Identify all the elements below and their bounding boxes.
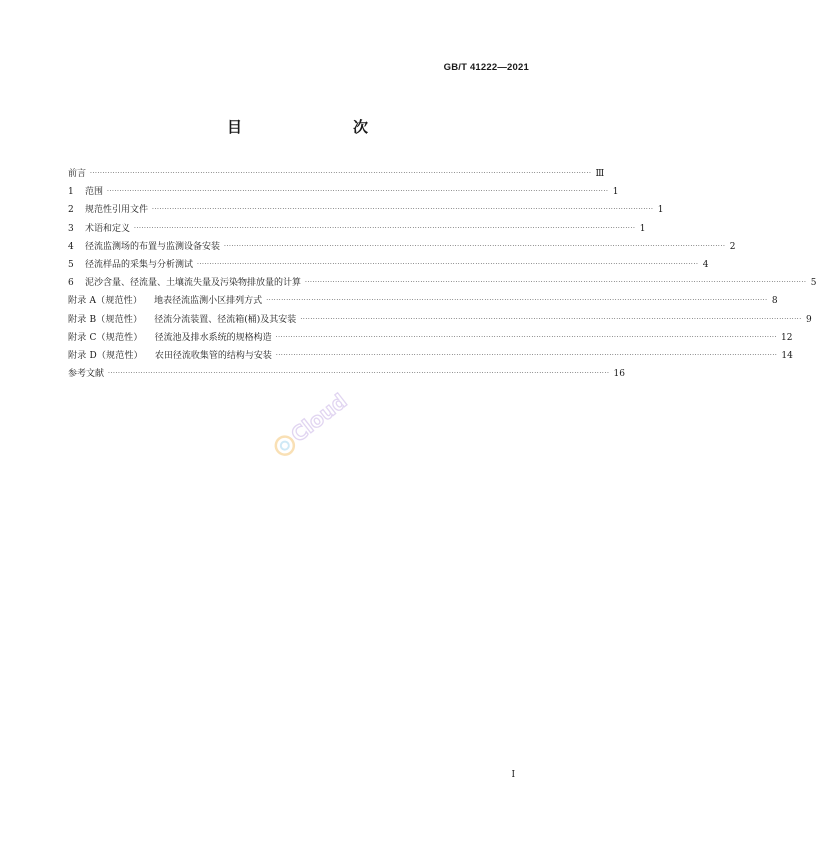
toc-leader-dots: ········································································································································································································	[197, 260, 699, 268]
toc-label: 附录 B（规范性） 径流分流装置、径流箱(桶)及其安装	[68, 314, 297, 325]
toc-page-number: 1	[612, 187, 619, 198]
toc-appendix-number: 附录 D（规范性）	[68, 350, 143, 361]
toc-label: 参考文献	[68, 369, 105, 380]
toc-page-number: 5	[810, 278, 816, 289]
toc-page-number: 8	[771, 296, 778, 307]
toc-entry-appendix-d[interactable]	[68, 348, 793, 366]
toc-section-number: 4	[68, 241, 74, 252]
standard-code: GB/T 41222—2021	[443, 62, 529, 73]
toc-page-number: 16	[613, 369, 625, 380]
watermark-text: Cloud	[286, 388, 352, 447]
toc-section-number: 6	[68, 278, 74, 289]
toc-leader-dots: ········································································································································································································	[107, 188, 609, 196]
toc-appendix-number: 附录 B（规范性）	[68, 314, 143, 325]
toc-leader-dots: ········································································································································································································	[266, 297, 768, 305]
toc-entry-6[interactable]	[68, 275, 816, 293]
toc-label: 前言	[68, 169, 87, 179]
toc-leader-dots: ········································································································································································································	[224, 242, 726, 250]
toc-page-number: Ⅲ	[595, 169, 605, 179]
toc-leader-dots: ········································································································································································································	[275, 333, 778, 341]
toc-label: 附录 D（规范性） 农田径流收集管的结构与安装	[68, 350, 272, 361]
toc-label: 5 径流样品的采集与分析测试	[68, 259, 194, 270]
toc-entry-5[interactable]	[68, 257, 709, 275]
toc-entry-appendix-c[interactable]	[68, 330, 793, 348]
toc-label: 1 范围	[68, 187, 104, 198]
toc-page-number: 9	[806, 314, 812, 325]
toc-entry-appendix-a[interactable]	[68, 293, 778, 311]
toc-page-number: 1	[657, 205, 664, 216]
toc-label: 附录 C（规范性） 径流池及排水系统的规格构造	[68, 332, 272, 343]
toc-label: 2 规范性引用文件	[68, 205, 149, 216]
toc-leader-dots: ········································································································································································································	[275, 351, 778, 359]
toc-page-number: 1	[639, 223, 646, 234]
toc-section-number: 2	[68, 205, 74, 216]
toc-section-number: 5	[68, 259, 74, 270]
toc-leader-dots: ········································································································································································································	[152, 206, 654, 214]
toc-label: 4 径流监测场的布置与监测设备安装	[68, 241, 221, 252]
toc-page-number: 2	[729, 241, 736, 252]
page-number: I	[511, 770, 515, 780]
toc-page-number: 12	[781, 332, 793, 343]
toc-entry-foreword[interactable]	[68, 166, 605, 184]
toc-section-number: 1	[68, 187, 74, 198]
toc-leader-dots: ········································································································································································································	[108, 370, 610, 378]
toc-label: 3 术语和定义	[68, 223, 131, 234]
toc-appendix-number: 附录 A（规范性）	[68, 296, 143, 307]
toc-leader-dots: ········································································································································································································	[134, 224, 636, 232]
toc-entry-3[interactable]	[68, 221, 646, 239]
toc-section-number: 3	[68, 223, 74, 234]
toc-entry-references[interactable]	[68, 366, 625, 384]
toc-entry-2[interactable]	[68, 202, 664, 220]
toc-label: 附录 A（规范性） 地表径流监测小区排列方式	[68, 296, 263, 307]
toc-page-number: 4	[702, 259, 709, 270]
toc-leader-dots: ········································································································································································································	[90, 170, 592, 177]
toc-entry-4[interactable]	[68, 239, 736, 257]
table-of-contents	[68, 166, 816, 384]
toc-page-number: 14	[781, 350, 793, 361]
toc-leader-dots: ········································································································································································································	[305, 279, 807, 287]
toc-entry-appendix-b[interactable]	[68, 312, 812, 330]
cloud-logo-watermark-icon	[256, 384, 356, 464]
toc-label: 6 泥沙含量、径流量、土壤流失量及污染物排放量的计算	[68, 278, 302, 289]
page-title: 目 次	[226, 118, 395, 136]
toc-entry-1[interactable]	[68, 184, 619, 202]
toc-appendix-number: 附录 C（规范性）	[68, 332, 143, 343]
toc-leader-dots: ········································································································································································································	[300, 315, 802, 323]
